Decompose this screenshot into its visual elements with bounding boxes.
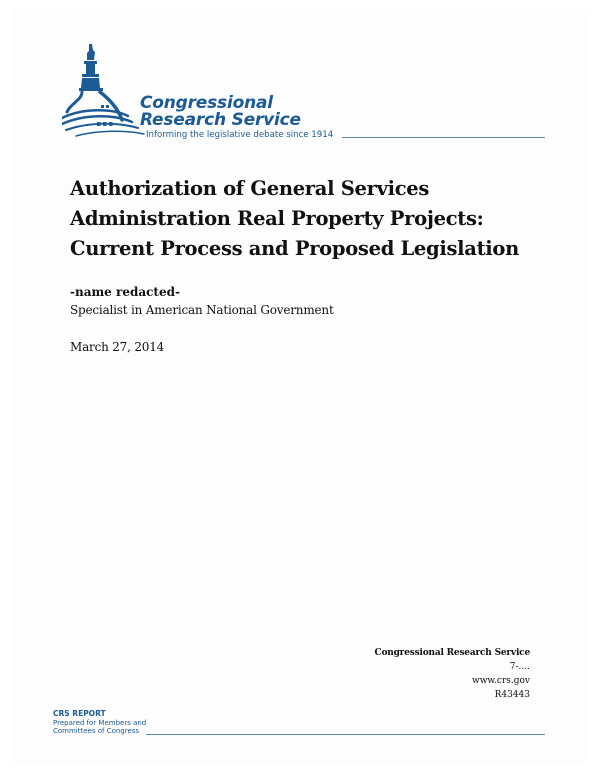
title-line-1: Authorization of General Services	[70, 177, 430, 200]
crs-brand-name	[140, 95, 301, 129]
author-title: Specialist in American National Government	[70, 303, 334, 317]
report-number: R43443	[494, 690, 530, 700]
publisher-phone: 7-....	[509, 662, 530, 672]
footer	[53, 710, 146, 736]
footer-divider	[146, 734, 545, 735]
header-divider	[342, 137, 545, 138]
document-title	[70, 174, 550, 264]
publication-date: March 27, 2014	[70, 340, 165, 354]
publisher-organization: Congressional Research Service	[374, 648, 530, 658]
capitol-dome-icon	[62, 42, 152, 140]
footer-report-label: CRS REPORT	[53, 709, 106, 718]
brand-line-2: Research Service	[140, 110, 301, 130]
title-line-3: Current Process and Proposed Legislation	[70, 237, 520, 260]
footer-line-1: Prepared for Members and	[53, 718, 147, 727]
title-line-2: Administration Real Property Projects:	[70, 207, 484, 230]
publisher-website: www.crs.gov	[472, 676, 530, 686]
brand-tagline: Informing the legislative debate since 1914	[146, 130, 334, 140]
publisher-block	[374, 646, 530, 702]
author-name: -name redacted-	[70, 285, 180, 299]
footer-line-2: Committees of Congress	[53, 727, 140, 735]
brand-line-1: Congressional	[140, 93, 273, 113]
